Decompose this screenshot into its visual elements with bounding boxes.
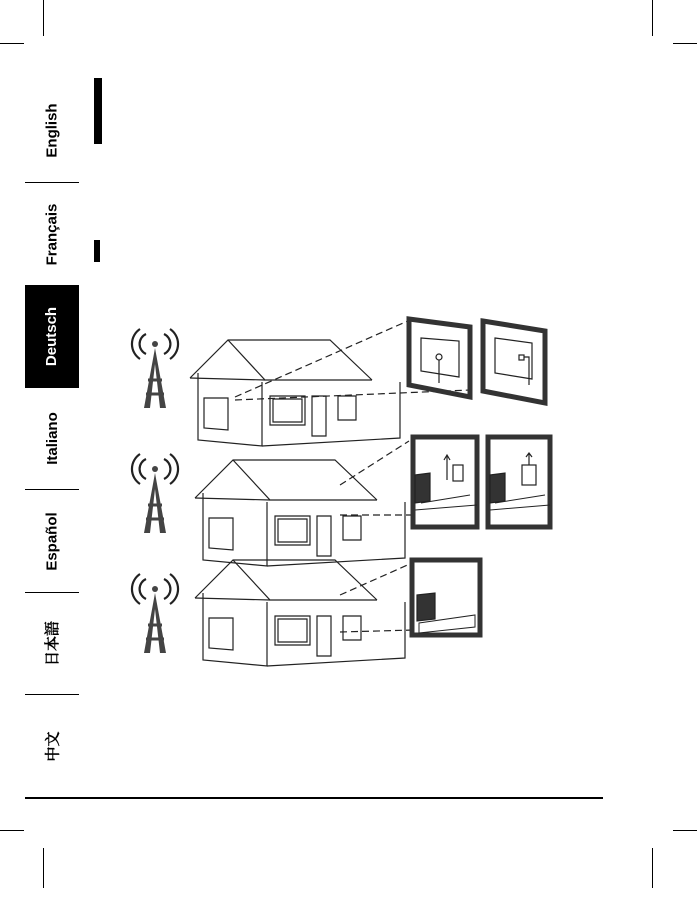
broadcast-tower-icon	[132, 329, 178, 408]
zoom-guide-line	[340, 563, 414, 632]
crop-mark	[652, 848, 653, 888]
crop-mark	[0, 43, 24, 44]
tab-label: 中文	[44, 731, 62, 762]
tab-label: 日本語	[44, 620, 62, 667]
tab-label: Deutsch	[43, 306, 61, 367]
tab-japanese[interactable]	[25, 593, 79, 694]
house-icon	[190, 340, 400, 446]
crop-mark	[673, 830, 697, 831]
crop-mark	[652, 0, 653, 36]
zoom-guide-line	[340, 441, 415, 515]
tab-english[interactable]	[25, 78, 79, 182]
footer-rule	[25, 797, 603, 799]
tab-label: Español	[43, 511, 61, 571]
crop-mark	[0, 830, 24, 831]
window-panel	[409, 319, 470, 397]
tab-francais[interactable]	[25, 183, 79, 285]
tab-espanol[interactable]	[25, 490, 79, 592]
section-marker-bar	[94, 78, 102, 144]
tab-chinese[interactable]	[25, 695, 79, 798]
house-icon	[195, 460, 405, 566]
tab-label: Italiano	[43, 412, 61, 465]
crop-mark	[673, 43, 697, 44]
section-marker-bar	[94, 240, 100, 262]
broadcast-tower-icon	[132, 454, 178, 533]
crop-mark	[43, 0, 44, 36]
tab-label: English	[43, 102, 61, 158]
house-icon	[195, 560, 405, 666]
tab-deutsch[interactable]	[25, 285, 79, 388]
tab-italiano[interactable]	[25, 388, 79, 489]
tab-label: Français	[43, 203, 61, 265]
antenna-placement-illustration	[125, 305, 565, 685]
broadcast-tower-icon	[132, 574, 178, 653]
window-panel	[483, 321, 545, 403]
crop-mark	[43, 848, 44, 888]
